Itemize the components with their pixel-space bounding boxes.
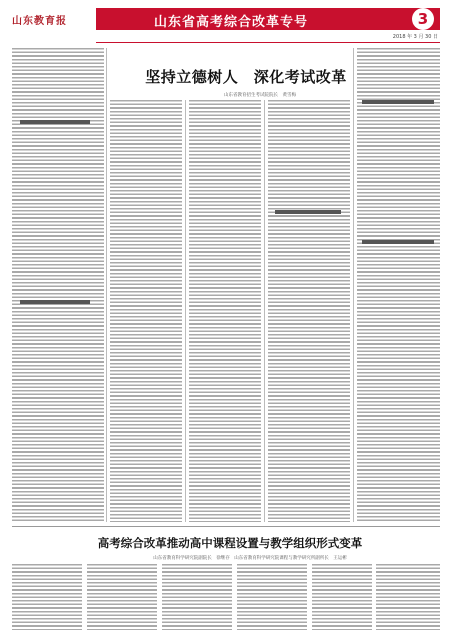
article-2-column-1 [12,564,82,630]
article-1-headline: 坚持立德树人 深化考试改革 [145,68,347,86]
article-2-column-2 [87,564,157,630]
banner-underline [96,32,440,43]
article-divider [12,526,440,527]
column-rule [353,48,354,522]
column-rule [185,100,186,522]
subheading [362,240,434,244]
section-banner [96,8,440,30]
article-1-column-2 [110,100,182,522]
subheading [20,120,90,124]
column-rule [264,100,265,522]
article-2-column-6 [376,564,440,630]
article-1-column-4 [268,100,350,522]
masthead [0,0,450,46]
article-2-column-5 [312,564,372,630]
column-rule [106,48,107,522]
section-title: 山东省高考综合改革专号 [154,15,309,30]
subheading [275,210,341,214]
subheading [362,100,434,104]
article-2-column-3 [162,564,232,630]
article-2-column-4 [237,564,307,630]
page-number: 3 [412,8,434,30]
issue-date: 2018 年 3 月 30 日 [392,34,438,40]
article-1-column-5 [357,48,440,522]
article-1-column-3 [189,100,261,522]
article-2-headline: 高考综合改革推动高中课程设置与教学组织形式变革 [97,536,363,550]
article-2-byline: 山东省教育科学研究院副院长 徐继存 山东省教育科学研究院课程与教学研究所副所长 王运彬 [153,556,347,561]
newspaper-logo: 山东教育报 [12,16,67,27]
article-1-byline: 山东省教育招生考试院院长 黄雪梅 [224,93,296,98]
subheading [20,300,90,304]
